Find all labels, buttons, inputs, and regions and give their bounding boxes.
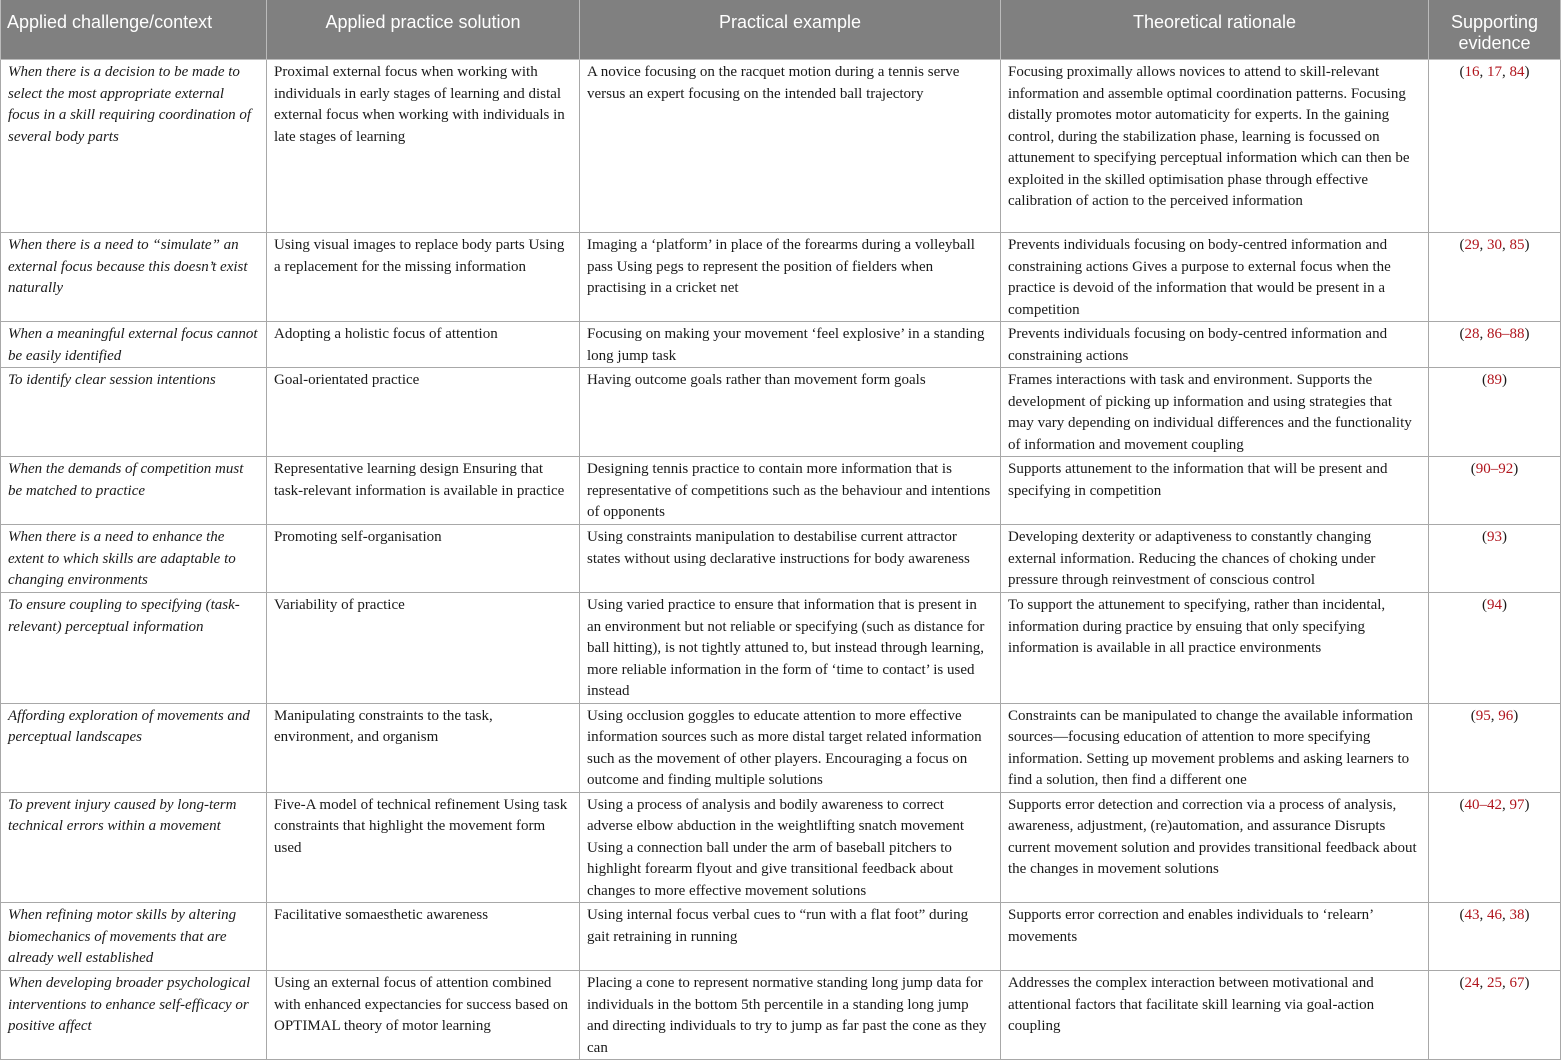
cell-supporting-evidence: (94) <box>1429 593 1561 704</box>
reference-link[interactable]: 24 <box>1464 975 1480 991</box>
cell-practical-example: Focusing on making your movement ‘feel explosive’ in a standing long jump task <box>580 322 1001 368</box>
cell-applied-challenge: To ensure coupling to specifying (task-relevant) perceptual information <box>1 593 267 704</box>
cell-practice-solution: Promoting self-organisation <box>267 525 580 593</box>
reference-link[interactable]: 90–92 <box>1475 461 1514 477</box>
cell-practice-solution: Variability of practice <box>267 593 580 704</box>
table-row <box>1 593 1561 704</box>
table-row <box>1 703 1561 792</box>
cell-supporting-evidence: (90–92) <box>1429 457 1561 525</box>
cell-theoretical-rationale: Focusing proximally allows novices to attend to skill-relevant information and assemble optimal coordination patterns. Focusing distally promotes motor automaticity for experts. In the gaining control, during the stabilization phase, learning is focussed on attunement to specifying perceptual information which can then be exploited in the skilled optimisation phase through effective calibration of action to the perceived information <box>1001 60 1429 233</box>
cell-practice-solution: Facilitative somaesthetic awareness <box>267 903 580 971</box>
reference-link[interactable]: 84 <box>1509 64 1525 80</box>
cell-applied-challenge: When there is a need to enhance the extent to which skills are adaptable to changing environments <box>1 525 267 593</box>
reference-link[interactable]: 89 <box>1487 372 1502 388</box>
cell-applied-challenge: When a meaningful external focus cannot be easily identified <box>1 322 267 368</box>
reference-link[interactable]: 30 <box>1487 237 1502 253</box>
reference-link[interactable]: 40–42 <box>1464 796 1502 813</box>
cell-practice-solution: Using visual images to replace body parts Using a replacement for the missing information <box>267 233 580 322</box>
reference-link[interactable]: 96 <box>1498 707 1514 724</box>
cell-practical-example: Designing tennis practice to contain more information that is representative of competitions such as the behaviour and intentions of opponents <box>580 457 1001 525</box>
reference-link[interactable]: 16 <box>1464 64 1480 80</box>
cell-practice-solution: Goal-orientated practice <box>267 368 580 457</box>
header-applied-challenge: Applied challenge/context <box>1 0 267 60</box>
cell-practice-solution: Proximal external focus when working with individuals in early stages of learning and distal external focus when working with individuals in late stages of learning <box>267 60 580 233</box>
table-row <box>1 525 1561 593</box>
cell-theoretical-rationale: Frames interactions with task and environment. Supports the development of picking up information and using strategies that may vary depending on individual differences and the functionality of information and movement coupling <box>1001 368 1429 457</box>
cell-supporting-evidence: (24, 25, 67) <box>1429 971 1561 1060</box>
cell-theoretical-rationale: Constraints can be manipulated to change the available information sources—focusing education of attention to more specifying information. Setting up movement problems and asking learners to find a solution, then find a different one <box>1001 703 1429 792</box>
table-row <box>1 792 1561 903</box>
cell-practical-example: Imaging a ‘platform’ in place of the forearms during a volleyball pass Using pegs to represent the position of fielders when practising in a cricket net <box>580 233 1001 322</box>
reference-link[interactable]: 38 <box>1509 907 1525 923</box>
cell-theoretical-rationale: Supports attunement to the information that will be present and specifying in competition <box>1001 457 1429 525</box>
cell-theoretical-rationale: Prevents individuals focusing on body-centred information and constraining actions <box>1001 322 1429 368</box>
reference-link[interactable]: 97 <box>1509 796 1525 813</box>
cell-theoretical-rationale: Prevents individuals focusing on body-centred information and constraining actions Gives a purpose to external focus when the practice is devoid of the information that would be present in a competition <box>1001 233 1429 322</box>
table-row <box>1 903 1561 971</box>
header-practical-example: Practical example <box>580 0 1001 60</box>
cell-applied-challenge: When developing broader psychological interventions to enhance self-efficacy or positive affect <box>1 971 267 1060</box>
reference-link[interactable]: 67 <box>1509 975 1525 991</box>
table-header-row <box>1 0 1561 60</box>
reference-link[interactable]: 29 <box>1464 237 1480 253</box>
reference-link[interactable]: 43 <box>1464 907 1480 923</box>
reference-link[interactable]: 94 <box>1487 597 1502 613</box>
reference-link[interactable]: 46 <box>1487 907 1502 923</box>
reference-link[interactable]: 17 <box>1487 64 1502 80</box>
cell-applied-challenge: To identify clear session intentions <box>1 368 267 457</box>
cell-applied-challenge: When there is a decision to be made to select the most appropriate external focus in a skill requiring coordination of several body parts <box>1 60 267 233</box>
cell-practical-example: Using occlusion goggles to educate attention to more effective information sources such as more distal target related information such as the movement of other players. Encouraging a focus on outcome and finding multiple solutions <box>580 703 1001 792</box>
cell-supporting-evidence: (40–42, 97) <box>1429 792 1561 903</box>
cell-applied-challenge: When the demands of competition must be matched to practice <box>1 457 267 525</box>
table-row <box>1 971 1561 1060</box>
cell-practical-example: A novice focusing on the racquet motion during a tennis serve versus an expert focusing on the intended ball trajectory <box>580 60 1001 233</box>
header-supporting-evidence: Supporting evidence <box>1429 0 1561 60</box>
cell-practice-solution: Representative learning design Ensuring that task-relevant information is available in practice <box>267 457 580 525</box>
cell-practical-example: Placing a cone to represent normative standing long jump data for individuals in the bottom 5th percentile in a standing long jump and directing individuals to try to jump as far past the cone as they can <box>580 971 1001 1060</box>
table-row <box>1 322 1561 368</box>
cell-practice-solution: Five-A model of technical refinement Using task constraints that highlight the movement form used <box>267 792 580 903</box>
cell-supporting-evidence: (95, 96) <box>1429 703 1561 792</box>
cell-practice-solution: Using an external focus of attention combined with enhanced expectancies for success based on OPTIMAL theory of motor learning <box>267 971 580 1060</box>
cell-supporting-evidence: (93) <box>1429 525 1561 593</box>
cell-applied-challenge: When there is a need to “simulate” an external focus because this doesn’t exist naturally <box>1 233 267 322</box>
cell-supporting-evidence: (29, 30, 85) <box>1429 233 1561 322</box>
cell-practice-solution: Manipulating constraints to the task, environment, and organism <box>267 703 580 792</box>
cell-practice-solution: Adopting a holistic focus of attention <box>267 322 580 368</box>
cell-practical-example: Using internal focus verbal cues to “run with a flat foot” during gait retraining in running <box>580 903 1001 971</box>
cell-practical-example: Using varied practice to ensure that information that is present in an environment but not reliable or specifying (such as distance for ball hitting), is not tightly attuned to, but instead through learning, more reliable information in the form of ‘time to contact’ is used instead <box>580 593 1001 704</box>
header-applied-practice-solution: Applied practice solution <box>267 0 580 60</box>
table-row <box>1 233 1561 322</box>
cell-supporting-evidence: (28, 86–88) <box>1429 322 1561 368</box>
reference-link[interactable]: 28 <box>1464 326 1480 342</box>
cell-theoretical-rationale: Addresses the complex interaction between motivational and attentional factors that facilitate skill learning via goal-action coupling <box>1001 971 1429 1060</box>
cell-practical-example: Having outcome goals rather than movement form goals <box>580 368 1001 457</box>
table-row <box>1 368 1561 457</box>
reference-link[interactable]: 95 <box>1475 707 1491 724</box>
cell-theoretical-rationale: Developing dexterity or adaptiveness to constantly changing external information. Reducing the chances of choking under pressure through reinvestment of conscious control <box>1001 525 1429 593</box>
cell-practical-example: Using constraints manipulation to destabilise current attractor states without using declarative instructions for body awareness <box>580 525 1001 593</box>
cell-applied-challenge: Affording exploration of movements and perceptual landscapes <box>1 703 267 792</box>
cell-supporting-evidence: (89) <box>1429 368 1561 457</box>
reference-link[interactable]: 86–88 <box>1487 326 1525 342</box>
cell-theoretical-rationale: Supports error detection and correction via a process of analysis, awareness, adjustment, (re)automation, and assurance Disrupts current movement solution and provides transitional feedback about the changes in movement solutions <box>1001 792 1429 903</box>
cell-applied-challenge: When refining motor skills by altering biomechanics of movements that are already well established <box>1 903 267 971</box>
reference-link[interactable]: 25 <box>1487 975 1502 991</box>
table-row <box>1 60 1561 233</box>
reference-link[interactable]: 93 <box>1487 529 1502 545</box>
table-row <box>1 457 1561 525</box>
reference-link[interactable]: 85 <box>1509 237 1525 253</box>
cell-supporting-evidence: (43, 46, 38) <box>1429 903 1561 971</box>
cell-theoretical-rationale: Supports error correction and enables individuals to ‘relearn’ movements <box>1001 903 1429 971</box>
cell-practical-example: Using a process of analysis and bodily awareness to correct adverse elbow abduction in the weightlifting snatch movement Using a connection ball under the arm of baseball pitchers to highlight forearm flyout and give transitional feedback about changes to more effective movement solutions <box>580 792 1001 903</box>
cell-applied-challenge: To prevent injury caused by long-term technical errors within a movement <box>1 792 267 903</box>
header-theoretical-rationale: Theoretical rationale <box>1001 0 1429 60</box>
cell-theoretical-rationale: To support the attunement to specifying, rather than incidental, information during practice by ensuing that only specifying information is available in all practice environments <box>1001 593 1429 704</box>
cell-supporting-evidence: (16, 17, 84) <box>1429 60 1561 233</box>
